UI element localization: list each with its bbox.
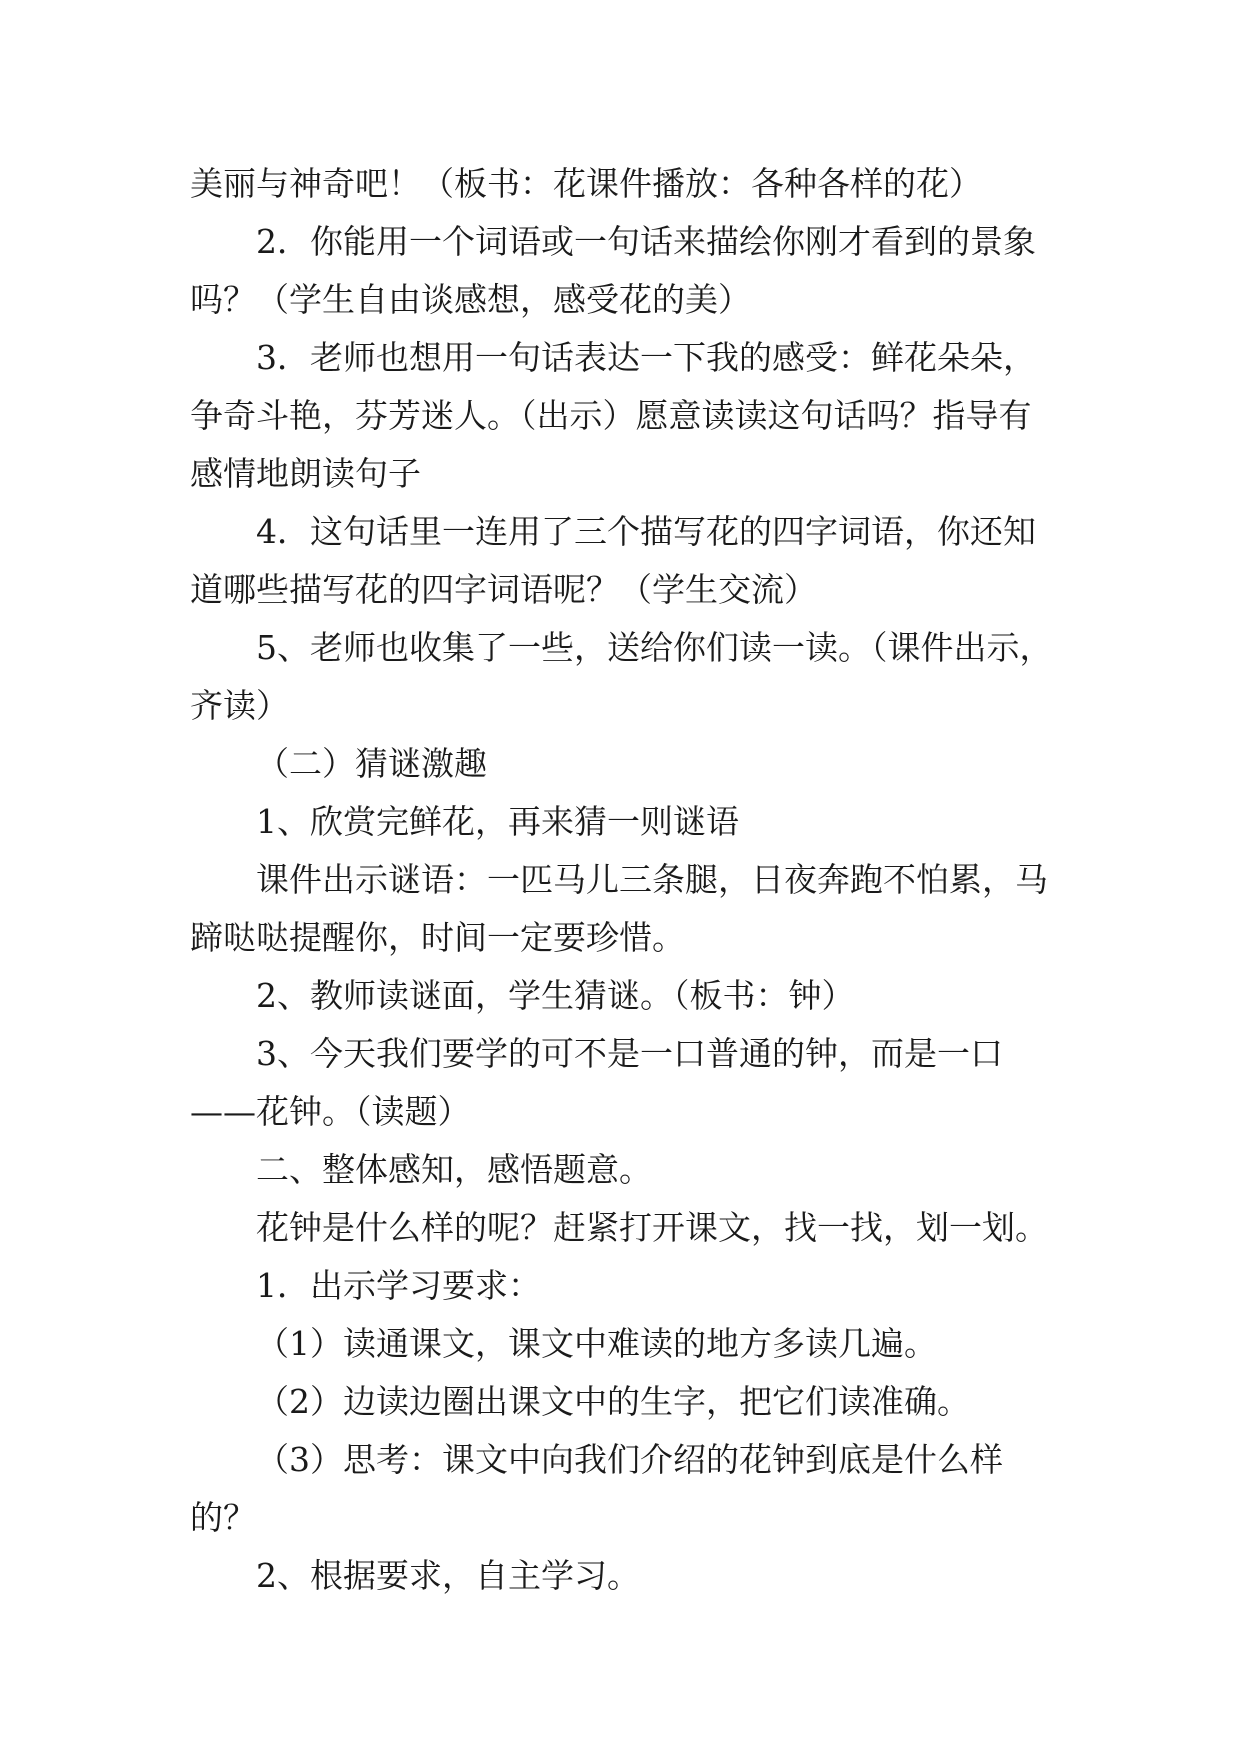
paragraph: 4．这句话里一连用了三个描写花的四字词语，你还知道哪些描写花的四字词语呢？（学生交流）	[190, 512, 1036, 609]
section-heading: 二、整体感知，感悟题意。	[256, 1150, 652, 1189]
paragraph: 2．你能用一个词语或一句话来描绘你刚才看到的景象吗？（学生自由谈感想，感受花的美）	[190, 222, 1036, 319]
paragraph: 2、教师读谜面，学生猜谜。（板书：钟）	[256, 976, 855, 1015]
paragraph: 3、今天我们要学的可不是一口普通的钟，而是一口——花钟。（读题）	[190, 1034, 1003, 1131]
paragraph: 5、老师也收集了一些，送给你们读一读。（课件出示，齐读）	[190, 628, 1053, 725]
list-item: （3）思考：课文中向我们介绍的花钟到底是什么样的？	[190, 1440, 1003, 1537]
paragraph: 美丽与神奇吧！（板书：花课件播放：各种各样的花）	[190, 164, 982, 203]
paragraph: 1、欣赏完鲜花，再来猜一则谜语	[256, 802, 739, 841]
paragraph: 花钟是什么样的呢？赶紧打开课文，找一找，划一划。	[256, 1208, 1048, 1247]
paragraph: 2、根据要求，自主学习。	[256, 1556, 640, 1595]
document-body	[190, 155, 1060, 1605]
paragraph: 3．老师也想用一句话表达一下我的感受：鲜花朵朵，争奇斗艳，芬芳迷人。（出示）愿意读读这句话吗？指导有感情地朗读句子	[190, 338, 1036, 493]
list-item: （2）边读边圈出课文中的生字，把它们读准确。	[256, 1382, 970, 1421]
section-heading: （二）猜谜激趣	[256, 744, 487, 783]
paragraph: 课件出示谜语：一匹马儿三条腿，日夜奔跑不怕累，马蹄哒哒提醒你，时间一定要珍惜。	[190, 860, 1048, 957]
paragraph: 1．出示学习要求：	[256, 1266, 541, 1305]
list-item: （1）读通课文，课文中难读的地方多读几遍。	[256, 1324, 937, 1363]
